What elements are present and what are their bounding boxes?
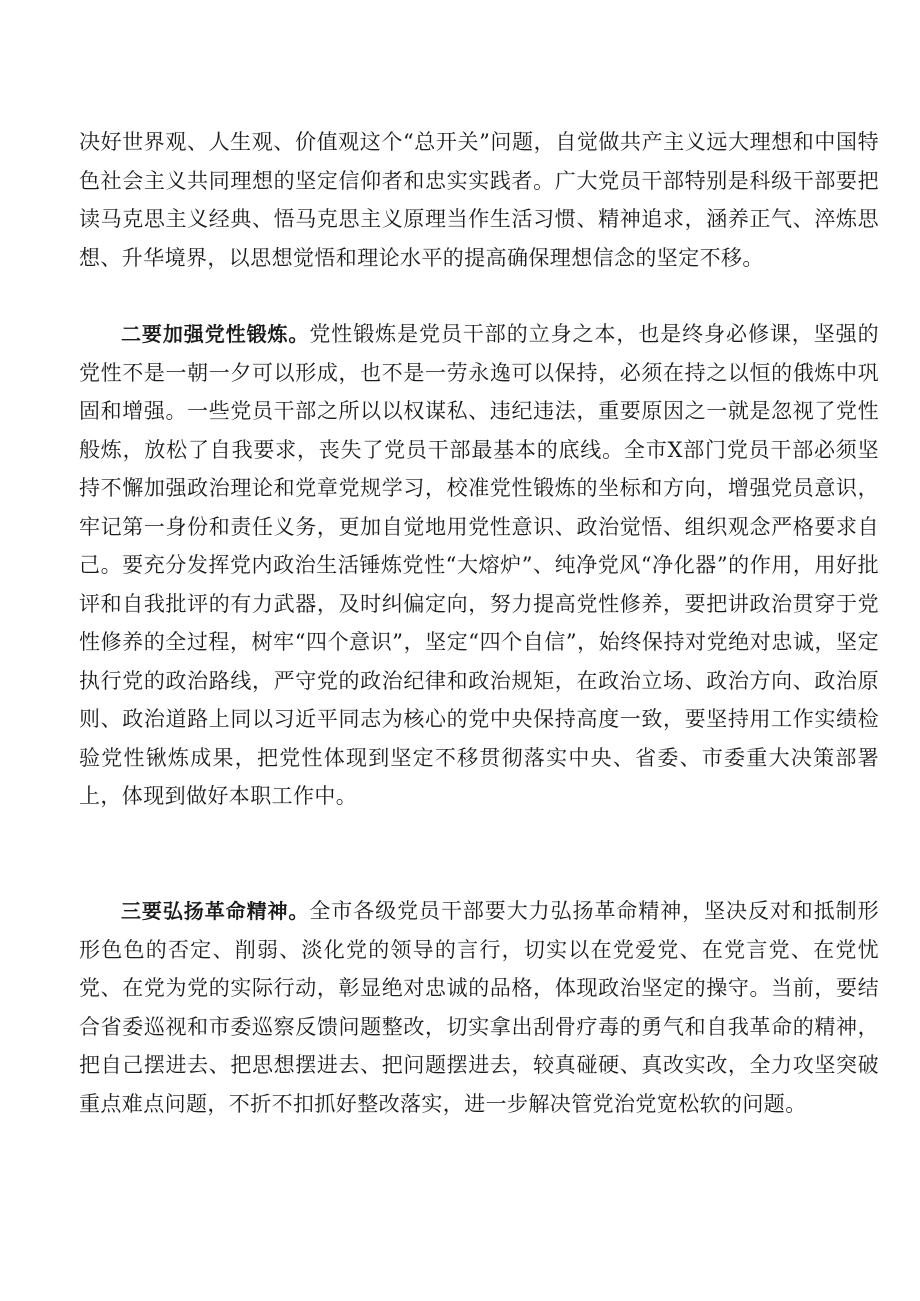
paragraph-heading: 二要加强党性锻炼。 (121, 322, 310, 346)
paragraph-revolutionary-spirit (79, 892, 879, 1123)
paragraph-heading: 三要弘扬革命精神。 (121, 899, 310, 923)
paragraph-text: 决好世界观、人生观、价值观这个“总开关”问题，自觉做共产主义远大理想和中国特色社会主义共同理想的坚定信仰者和忠实实践者。广大党员干部特别是科级干部要把读马克思主义经典、悟马克思主义原理当作生活习惯、精神追求，涵养正气、淬炼思想、升华境界，以思想觉悟和理论水平的提高确保理想信念的坚定不移。 (79, 130, 879, 270)
paragraph-text: 全市各级党员干部要大力弘扬革命精神，坚决反对和抵制形形色色的否定、削弱、淡化党的领导的言行，切实以在党爱党、在党言党、在党忧党、在党为党的实际行动，彰显绝对忠诚的品格，体现政治坚定的操守。当前，要结合省委巡视和市委巡察反馈问题整改，切实拿出刮骨疗毒的勇气和自我革命的精神，把自己摆进去、把思想摆进去、把问题摆进去，较真碰硬、真改实改，全力攻坚突破重点难点问题，不折不扣抓好整改落实，进一步解决管党治党宽松软的问题。 (79, 899, 879, 1116)
paragraph-continuation (79, 123, 879, 277)
paragraph-text: 党性锻炼是党员干部的立身之本，也是终身必修课，坚强的党性不是一朝一夕可以形成，也不是一劳永逸可以保持，必须在持之以恒的俄炼中巩固和增强。一些党员干部之所以以权谋私、违纪违法，重要原因之一就是忽视了党性般炼，放松了自我要求，丧失了党员干部最基本的底线。全市X部门党员干部必须坚持不懈加强政治理论和党章党规学习，校准党性锻炼的坐标和方向，增强党员意识，牢记第一身份和责任义务，更加自觉地用党性意识、政治觉悟、组织观念严格要求自己。要充分发挥党内政治生活锤炼党性“大熔炉”、纯净党风“净化器”的作用，用好批评和自我批评的有力武器，及时纠偏定向，努力提高党性修养，要把讲政治贯穿于党性修养的全过程，树牢“四个意识”，坚定“四个自信”，始终保持对党绝对忠诚，坚定执行党的政治路线，严守党的政治纪律和政治规矩，在政治立场、政治方向、政治原则、政治道路上同以习近平同志为核心的党中央保持高度一致，要坚持用工作实绩检验党性锹炼成果，把党性体现到坚定不移贯彻落实中央、省委、市委重大决策部署上，体现到做好本职工作中。 (79, 322, 879, 808)
paragraph-party-spirit (79, 315, 879, 816)
